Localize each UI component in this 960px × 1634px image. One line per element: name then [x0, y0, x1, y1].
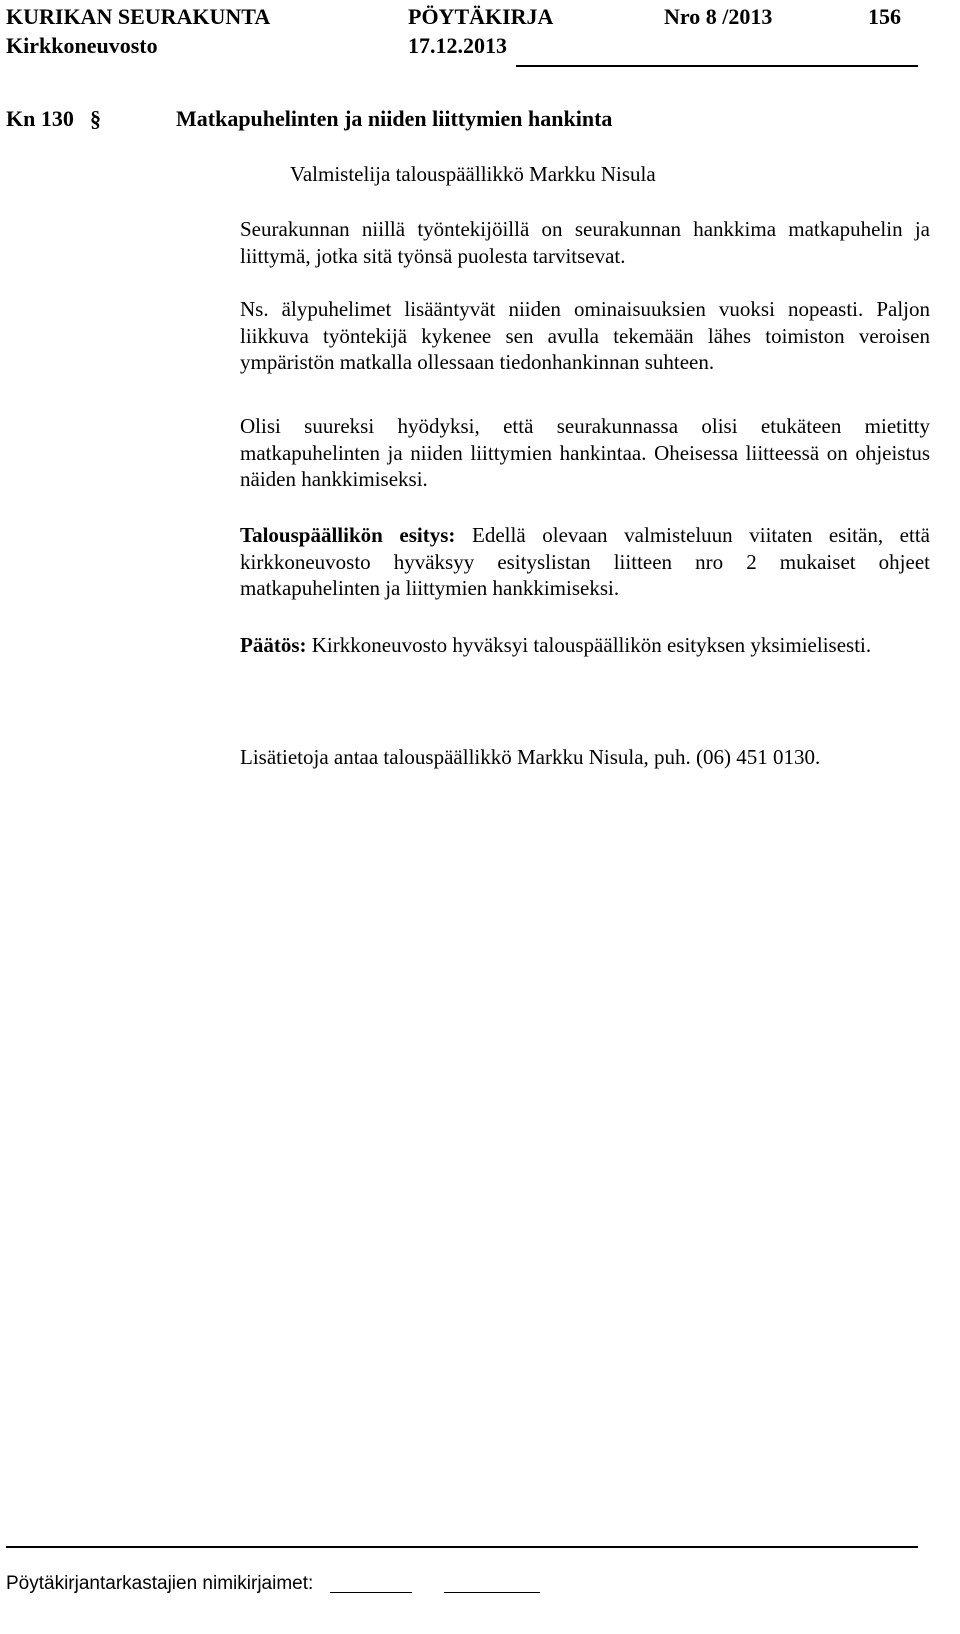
paragraph-3-text: Olisi suureksi hyödyksi, että seurakunnassa olisi etukäteen mietitty matkapuhelinten ja niiden liittymien hankintaa. Oheisessa liitteessä on ohjeistus näiden hankkimiseksi.	[240, 414, 930, 491]
paragraph-2	[240, 296, 930, 376]
org-name: KURIKAN SEURAKUNTA	[6, 4, 271, 29]
header-rule	[516, 65, 918, 67]
footer-rule	[6, 1546, 918, 1548]
section-id: Kn 130	[6, 106, 74, 131]
decision	[240, 632, 930, 659]
paragraph-1	[240, 216, 930, 269]
preparer: Valmistelija talouspäällikkö Markku Nisula	[290, 162, 656, 186]
section-symbol: §	[90, 106, 101, 131]
document-type: PÖYTÄKIRJA	[408, 4, 554, 29]
paragraph-2-text: Ns. älypuhelimet lisääntyvät niiden ominaisuuksien vuoksi nopeasti. Paljon liikkuva työntekijä kykenee sen avulla tekemään lähes toimiston veroisen ympäristön matkalla ollessaan tiedonhankinnan suhteen.	[240, 297, 930, 374]
paragraph-1-text: Seurakunnan niillä työntekijöillä on seurakunnan hankkima matkapuhelin ja liittymä, jotka sitä työnsä puolesta tarvitsevat.	[240, 217, 930, 268]
additional-info	[240, 744, 930, 771]
meeting-date: 17.12.2013	[408, 33, 507, 58]
proposal	[240, 522, 930, 602]
proposal-text: Edellä olevaan valmisteluun viitaten esitän, että kirkkoneuvosto hyväksyy esityslistan liitteen nro 2 mukaiset ohjeet matkapuhelinten ja liittymien hankkimiseksi.	[240, 523, 930, 600]
meeting-body: Kirkkoneuvosto	[6, 33, 158, 58]
signature-line-1[interactable]	[330, 1592, 412, 1593]
decision-label: Päätös:	[240, 633, 307, 657]
decision-text: Kirkkoneuvosto hyväksyi talouspäällikön esityksen yksimielisesti.	[311, 633, 872, 657]
paragraph-3	[240, 413, 930, 493]
document-number: Nro 8 /2013	[664, 4, 773, 29]
page-number: 156	[868, 4, 901, 29]
section-title: Matkapuhelinten ja niiden liittymien hankinta	[176, 106, 613, 131]
footer-label: Pöytäkirjantarkastajien nimikirjaimet:	[6, 1573, 314, 1594]
proposal-label: Talouspäällikön esitys:	[240, 523, 456, 547]
additional-info-text: Lisätietoja antaa talouspäällikkö Markku Nisula, puh. (06) 451 0130.	[240, 745, 821, 769]
signature-line-2[interactable]	[444, 1592, 540, 1593]
